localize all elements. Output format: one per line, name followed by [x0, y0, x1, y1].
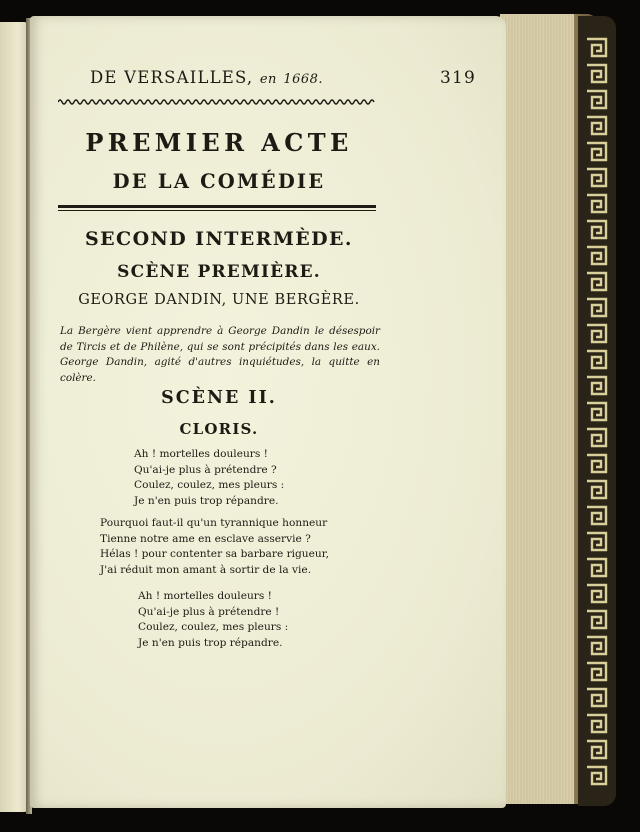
- verse-line: J'ai réduit mon amant à sortir de la vie.: [100, 563, 312, 576]
- speaker-name: CLORIS.: [179, 420, 259, 438]
- verse-line: Coulez, coulez, mes pleurs :: [138, 621, 289, 634]
- book-binding: [578, 16, 616, 806]
- verse-line: Pourquoi faut-il qu'un tyrannique honneur: [100, 517, 328, 529]
- comedy-title: DE LA COMÉDIE: [112, 170, 326, 193]
- double-rule-thick: [58, 205, 376, 208]
- running-title: DE VERSAILLES,: [90, 68, 254, 87]
- verse-line: Je n'en puis trop répandre.: [134, 494, 279, 507]
- binding-ornament: [584, 36, 610, 786]
- running-title-small: en: [259, 72, 277, 87]
- page-number: 319: [440, 68, 477, 88]
- wavy-rule: [58, 98, 376, 106]
- verse-line: Hélas ! pour contenter sa barbare rigueur,: [100, 548, 329, 561]
- act-title: PREMIER ACTE: [85, 128, 353, 157]
- scene-one-heading: SCÈNE PREMIÈRE.: [117, 262, 321, 282]
- verse-stanza-1: [134, 447, 284, 509]
- double-rule-thin: [58, 210, 376, 211]
- verse-line: Je n'en puis trop répandre.: [138, 636, 283, 649]
- verse-line: Ah ! mortelles douleurs !: [138, 590, 272, 602]
- running-header: [90, 68, 477, 88]
- character-list: GEORGE DANDIN, UNE BERGÈRE.: [78, 292, 360, 308]
- verse-line: Ah ! mortelles douleurs !: [134, 448, 268, 460]
- verse-line: Qu'ai-je plus à prétendre ?: [134, 463, 277, 476]
- verse-stanza-2: [100, 516, 329, 578]
- verse-line: Qu'ai-je plus à prétendre !: [138, 605, 280, 618]
- verse-line: Tienne notre ame en esclave asservie ?: [100, 532, 311, 545]
- scene-two-heading: SCÈNE II.: [161, 388, 277, 408]
- intermede-heading: SECOND INTERMÈDE.: [85, 228, 353, 250]
- stage-direction: La Bergère vient apprendre à George Dandin le désespoir de Tircis et de Philène, qui se sont précipités dans les eaux. George Dandin, agité d'autres inquiétudes, la quitte en colère.: [60, 325, 380, 384]
- running-title-year: 1668.: [283, 72, 324, 87]
- verse-stanza-3: [138, 589, 288, 651]
- verse-line: Coulez, coulez, mes pleurs :: [134, 479, 285, 492]
